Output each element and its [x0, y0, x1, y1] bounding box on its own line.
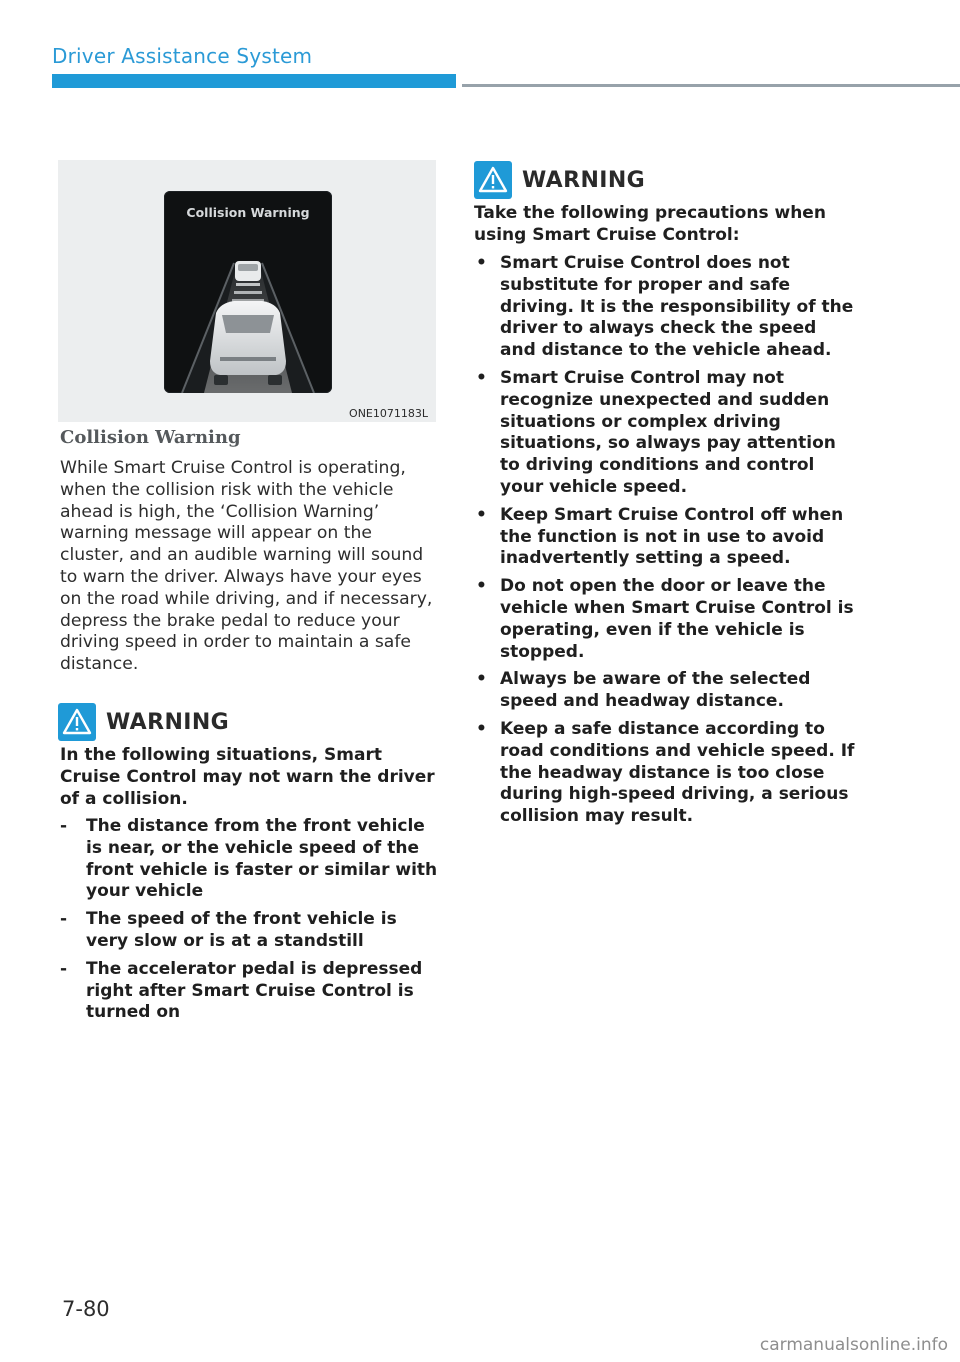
right-warning-header: [474, 160, 645, 200]
warning-label: WARNING: [522, 167, 646, 193]
list-item: [476, 719, 856, 828]
left-warning-list: [60, 816, 442, 1030]
dash-marker: -: [60, 909, 68, 930]
list-item: [60, 959, 442, 1024]
warning-triangle-icon: [58, 703, 96, 741]
bullet-marker: •: [476, 718, 487, 739]
right-warning-intro: Take the following precautions when using Smart Cruise Control:: [474, 203, 826, 245]
warning-label: WARNING: [106, 709, 230, 735]
collision-warning-paragraph: While Smart Cruise Control is operating, when the collision risk with the vehicle ahead is high, the ‘Collision Warning’ warning message will appear on the cluster, and an audible warning will sound to warn the driver. Always have your eyes on the road while driving, and if necessary, depress the brake pedal to reduce your driving speed in order to maintain a safe distance.: [60, 458, 433, 675]
watermark: carmanualsonline.info: [759, 1335, 948, 1355]
page-number: 7-80: [62, 1297, 110, 1321]
list-item-text: Keep Smart Cruise Control off when the function is not in use to avoid inadvertently setting a speed.: [500, 504, 844, 569]
collision-warning-figure: [58, 160, 436, 422]
left-warning-intro: In the following situations, Smart Cruise Control may not warn the driver of a collision.: [60, 745, 435, 809]
list-item-text: Keep a safe distance according to road conditions and vehicle speed. If the headway distance is too close during high-speed driving, a serious collision may result.: [500, 718, 855, 827]
figure-code: ONE1071183L: [349, 407, 428, 420]
list-item: [60, 816, 442, 903]
header-rule: [462, 84, 960, 87]
section-title: Driver Assistance System: [52, 44, 313, 68]
left-warning-header: [58, 702, 229, 742]
warning-triangle-icon: [474, 161, 512, 199]
cluster-message-title: Collision Warning: [186, 205, 310, 220]
dash-marker: -: [60, 816, 68, 836]
road-scene-illustration: [164, 191, 332, 393]
bullet-marker: •: [476, 504, 487, 525]
header-accent-bar: [52, 74, 456, 88]
bullet-marker: •: [476, 367, 487, 388]
list-item-text: The distance from the front vehicle is near, or the vehicle speed of the front vehicle is faster or similar with your vehicle: [86, 816, 438, 902]
list-item-text: Smart Cruise Control may not recognize unexpected and sudden situations or complex driving situations, so always pay attention to driving conditions and control your vehicle speed.: [500, 367, 836, 497]
bullet-marker: •: [476, 669, 487, 690]
list-item: [476, 368, 856, 499]
list-item-text: Smart Cruise Control does not substitute for proper and safe driving. It is the responsibility of the driver to always check the speed and distance to the vehicle ahead.: [500, 253, 854, 361]
list-item-text: Always be aware of the selected speed and headway distance.: [500, 669, 811, 712]
collision-warning-heading: Collision Warning: [60, 427, 241, 448]
bullet-marker: •: [476, 576, 487, 597]
dash-marker: -: [60, 958, 68, 979]
list-item: [476, 576, 856, 663]
list-item: [476, 669, 856, 713]
list-item-text: The accelerator pedal is depressed right after Smart Cruise Control is turned on: [86, 958, 423, 1023]
cluster-display: [164, 191, 332, 393]
list-item: [60, 909, 442, 953]
list-item: [476, 253, 856, 362]
list-item: [476, 505, 856, 570]
right-warning-list: [476, 253, 856, 834]
list-item-text: Do not open the door or leave the vehicle when Smart Cruise Control is operating, even if the vehicle is stopped.: [500, 576, 854, 662]
list-item-text: The speed of the front vehicle is very slow or is at a standstill: [86, 909, 397, 951]
bullet-marker: •: [476, 253, 487, 273]
